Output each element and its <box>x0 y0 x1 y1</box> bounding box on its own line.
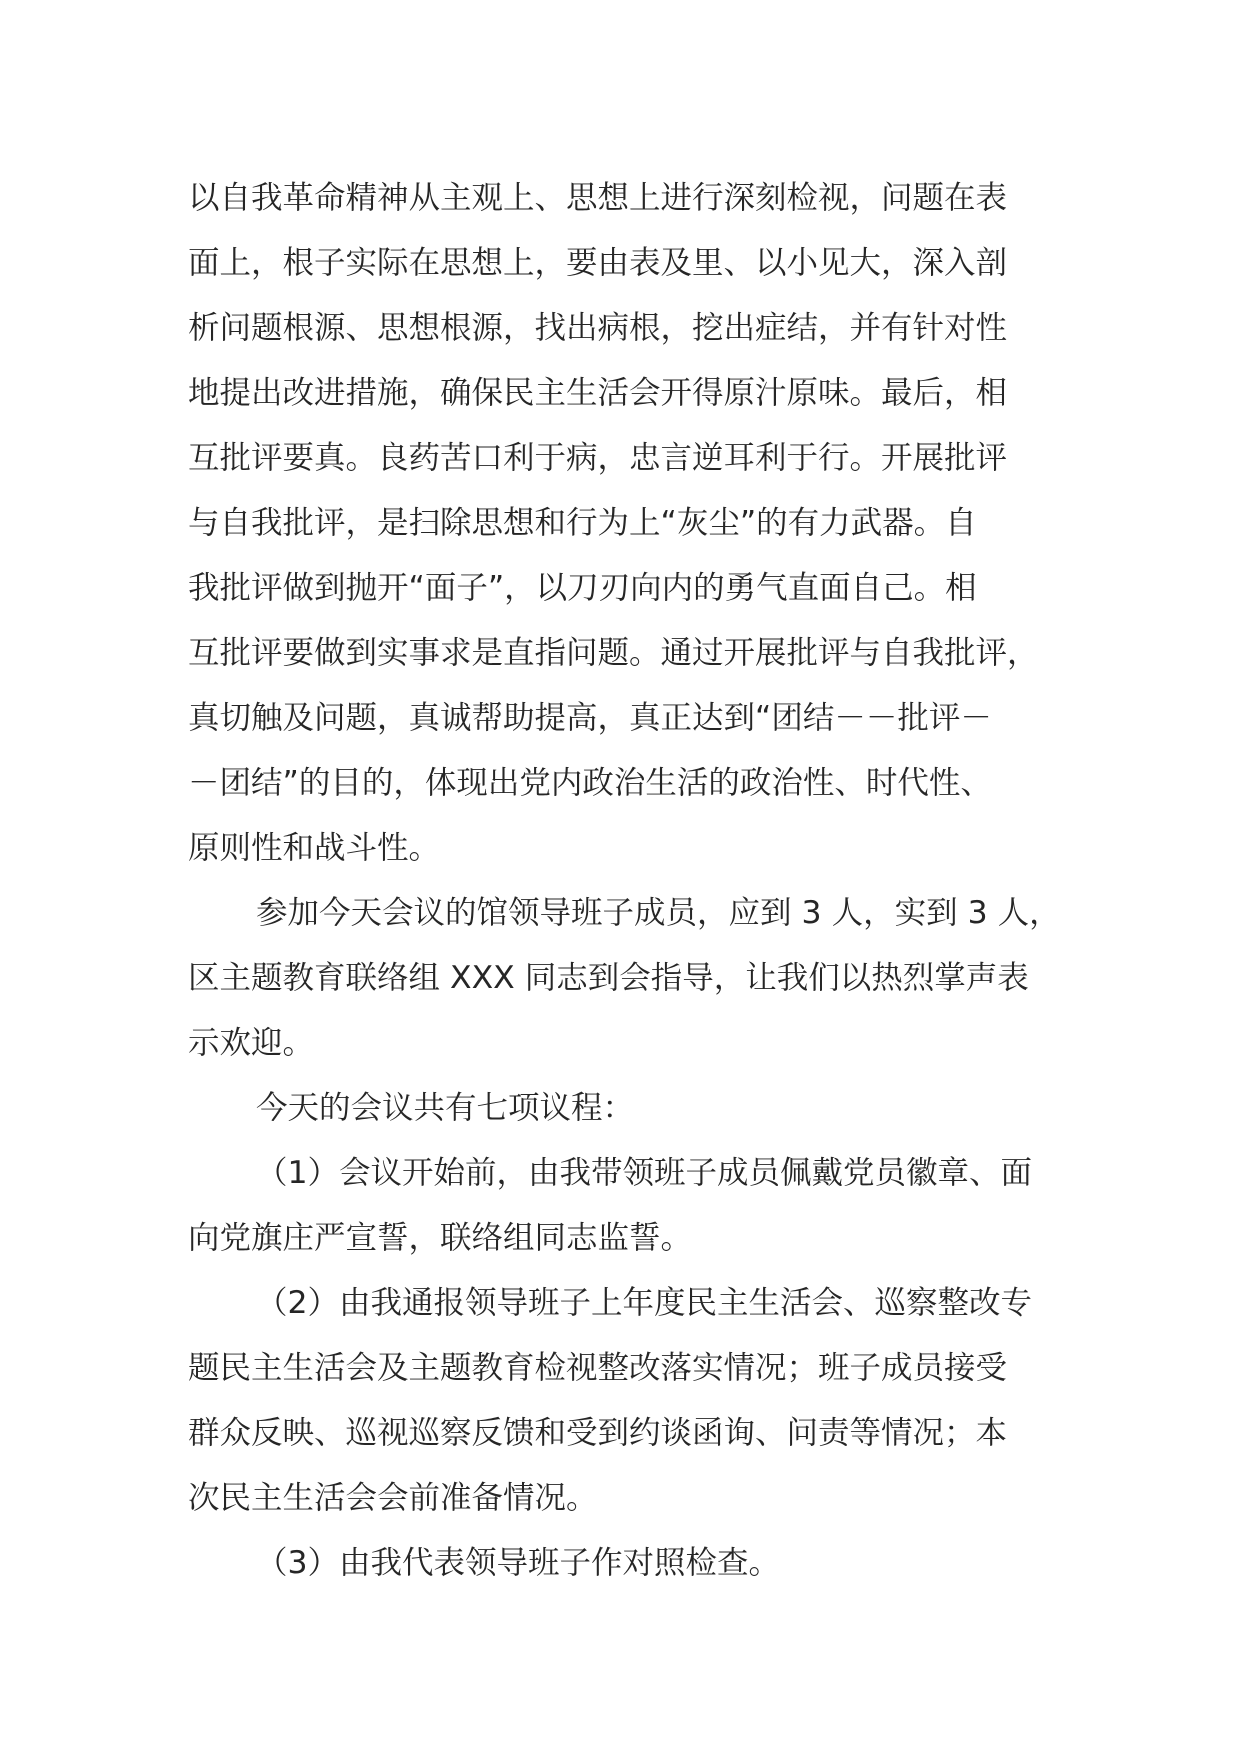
text-line: 参加今天会议的馆领导班子成员，应到 3 人，实到 3 人， <box>256 895 1061 931</box>
text-line: 群众反映、巡视巡察反馈和受到约谈函询、问责等情况；本 <box>188 1415 1008 1451</box>
paragraph-attendance <box>188 881 1068 1076</box>
text-line: －团结”的目的，体现出党内政治生活的政治性、时代性、 <box>188 765 992 801</box>
text-line: （3）由我代表领导班子作对照检查。 <box>256 1545 781 1581</box>
text-line: 以自我革命精神从主观上、思想上进行深刻检视，问题在表 <box>188 180 1008 216</box>
paragraph-agenda-intro <box>188 1076 1068 1141</box>
text-line: 示欢迎。 <box>188 1025 315 1061</box>
text-line: （2）由我通报领导班子上年度民主生活会、巡察整改专 <box>256 1285 1033 1321</box>
text-line: 我批评做到抛开“面子”，以刀刃向内的勇气直面自己。相 <box>188 570 977 606</box>
text-line: 次民主生活会会前准备情况。 <box>188 1480 598 1516</box>
agenda-item-2 <box>188 1271 1068 1531</box>
text-line: 真切触及问题，真诚帮助提高，真正达到“团结－－批评－ <box>188 700 992 736</box>
agenda-item-1 <box>188 1141 1068 1271</box>
text-line: 今天的会议共有七项议程： <box>256 1090 635 1126</box>
document-body <box>188 166 1068 1596</box>
text-line: 题民主生活会及主题教育检视整改落实情况；班子成员接受 <box>188 1350 1008 1386</box>
text-line: （1）会议开始前，由我带领班子成员佩戴党员徽章、面 <box>256 1155 1033 1191</box>
text-line: 区主题教育联络组 XXX 同志到会指导，让我们以热烈掌声表 <box>188 960 1029 996</box>
text-line: 互批评要做到实事求是直指问题。通过开展批评与自我批评， <box>188 635 1039 671</box>
agenda-item-3 <box>188 1531 1068 1596</box>
text-line: 与自我批评，是扫除思想和行为上“灰尘”的有力武器。自 <box>188 505 977 541</box>
paragraph-self-criticism <box>188 166 1068 881</box>
text-line: 向党旗庄严宣誓，联络组同志监誓。 <box>188 1220 693 1256</box>
text-line: 析问题根源、思想根源，找出病根，挖出症结，并有针对性 <box>188 310 1008 346</box>
text-line: 面上，根子实际在思想上，要由表及里、以小见大，深入剖 <box>188 245 1008 281</box>
text-line: 原则性和战斗性。 <box>188 830 441 866</box>
text-line: 互批评要真。良药苦口利于病，忠言逆耳利于行。开展批评 <box>188 440 1008 476</box>
text-line: 地提出改进措施，确保民主生活会开得原汁原味。最后，相 <box>188 375 1008 411</box>
